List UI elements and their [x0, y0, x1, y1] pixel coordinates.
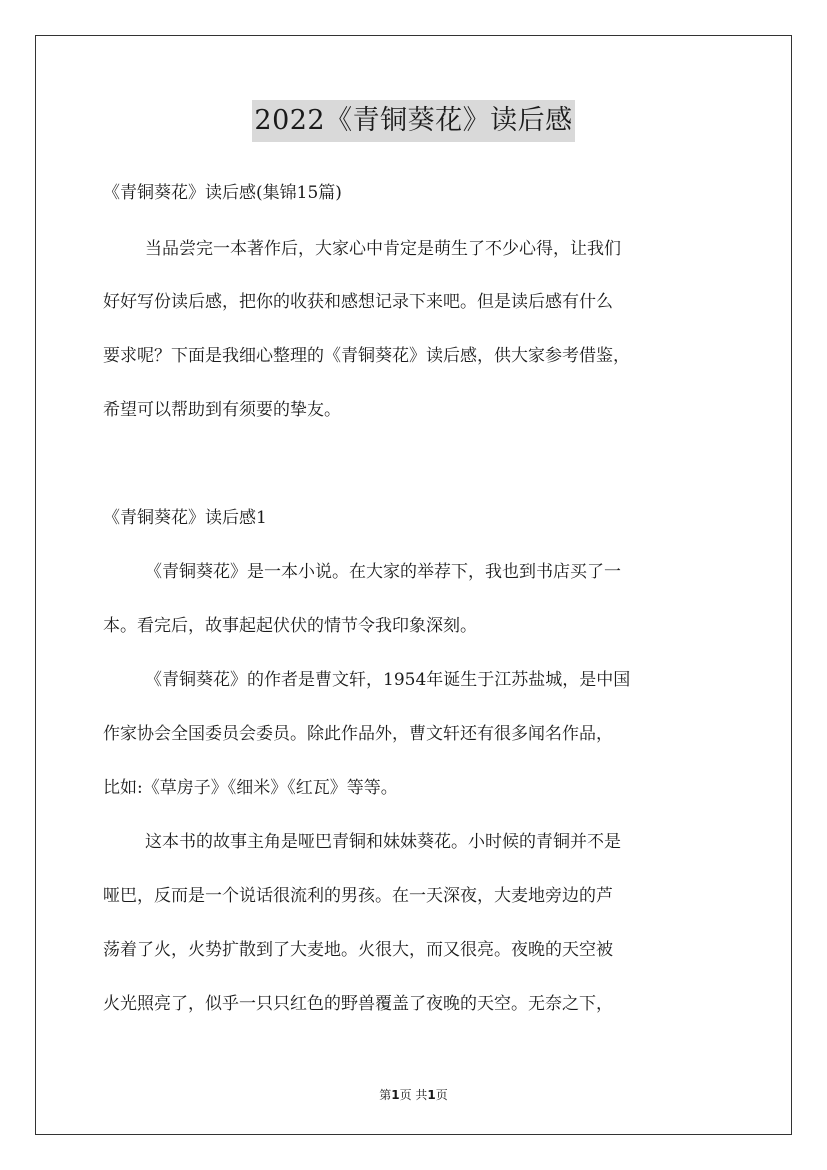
title-container [0, 100, 827, 142]
footer-text-3: 页 [435, 1088, 448, 1102]
body-line-2: 本。看完后，故事起起伏伏的情节令我印象深刻。 [103, 616, 477, 636]
intro-line-3: 要求呢？下面是我细心整理的《青铜葵花》读后感，供大家参考借鉴， [103, 346, 630, 366]
body-line-6: 这本书的故事主角是哑巴青铜和妹妹葵花。小时候的青铜并不是 [145, 832, 621, 852]
body-line-7: 哑巴，反而是一个说话很流利的男孩。在一天深夜，大麦地旁边的芦 [103, 886, 613, 906]
footer-text-2: 页 共 [399, 1088, 428, 1102]
footer-page-number: 1 [391, 1088, 400, 1102]
document-subtitle: 《青铜葵花》读后感(集锦15篇) [103, 183, 342, 203]
body-line-9: 火光照亮了，似乎一只只红色的野兽覆盖了夜晚的天空。无奈之下， [103, 994, 613, 1014]
footer-text-1: 第 [379, 1088, 392, 1102]
intro-line-1: 当品尝完一本著作后，大家心中肯定是萌生了不少心得，让我们 [145, 239, 621, 259]
footer-total-pages: 1 [427, 1088, 436, 1102]
body-line-3: 《青铜葵花》的作者是曹文轩，1954年诞生于江苏盐城，是中国 [145, 670, 631, 690]
section-heading: 《青铜葵花》读后感1 [103, 508, 267, 528]
body-line-8: 荡着了火，火势扩散到了大麦地。火很大，而又很亮。夜晚的天空被 [103, 940, 613, 960]
body-line-1: 《青铜葵花》是一本小说。在大家的举荐下，我也到书店买了一 [145, 562, 621, 582]
document-title: 2022《青铜葵花》读后感 [252, 100, 574, 142]
body-line-5: 比如:《草房子》《细米》《红瓦》等等。 [103, 778, 398, 798]
intro-line-2: 好好写份读后感，把你的收获和感想记录下来吧。但是读后感有什么 [103, 292, 613, 312]
body-line-4: 作家协会全国委员会委员。除此作品外，曹文轩还有很多闻名作品， [103, 724, 613, 744]
intro-line-4: 希望可以帮助到有须要的挚友。 [103, 400, 341, 420]
page-footer [0, 1086, 827, 1103]
